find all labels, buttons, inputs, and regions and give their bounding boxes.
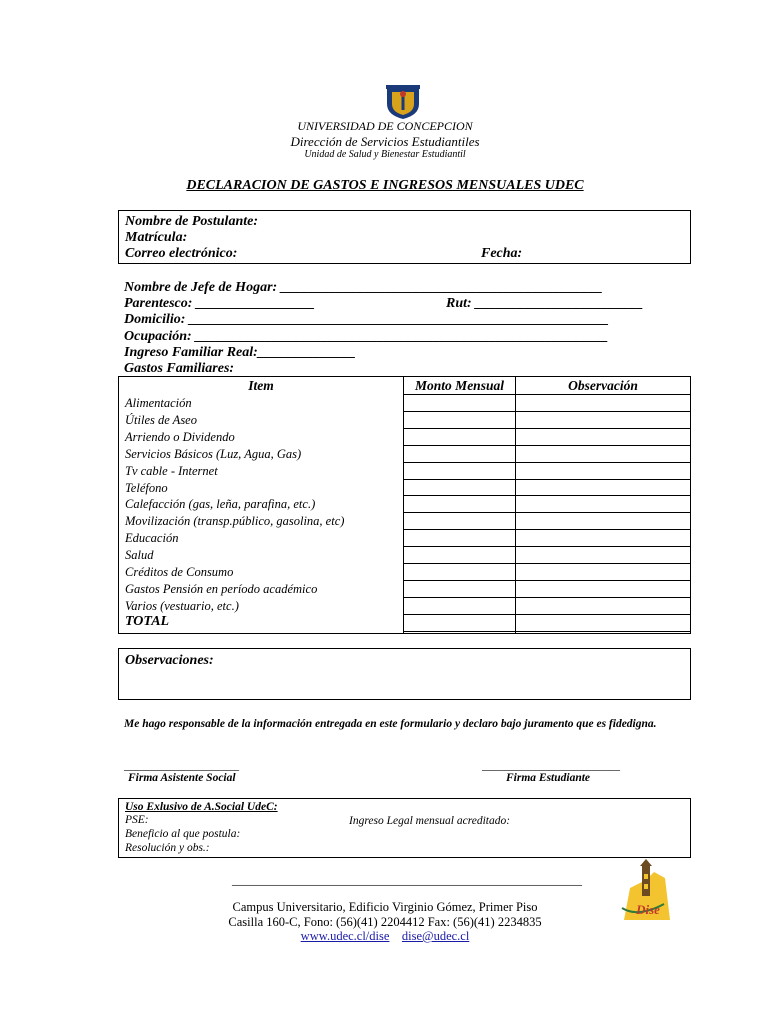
social-signature-line: ____________________ — [124, 760, 239, 772]
amount-header: Monto Mensual — [415, 378, 504, 393]
expense-item-label: Arriendo o Dividendo — [125, 429, 235, 444]
expense-item-label: Salud — [125, 548, 154, 563]
expense-item-label: Calefacción (gas, leña, parafina, etc.) — [125, 497, 316, 512]
observations-label: Observaciones: — [125, 653, 214, 668]
email-link[interactable]: dise@udec.cl — [401, 929, 470, 943]
footer-address: Campus Universitario, Edificio Virginio Gómez, Primer Piso — [232, 900, 538, 914]
student-signature-label: Firma Estudiante — [506, 772, 591, 784]
expense-item-label: Servicios Básicos (Luz, Agua, Gas) — [125, 446, 302, 461]
table-row-divider — [404, 614, 690, 615]
exclusive-use-box — [118, 798, 691, 858]
direction-name: Dirección de Servicios Estudiantiles — [290, 134, 480, 149]
footer-contact: Casilla 160-C, Fono: (56)(41) 2204412 Fax: (56)(41) 2234835 — [228, 915, 542, 929]
pse-label: PSE: — [125, 814, 149, 826]
total-label: TOTAL — [125, 614, 170, 629]
occupation-field: Ocupación: ___________________________________________________________ — [124, 329, 609, 344]
table-row-divider — [404, 462, 690, 463]
table-row-divider — [404, 479, 690, 480]
document-title: DECLARACION DE GASTOS E INGRESOS MENSUALES UDEC — [186, 178, 584, 193]
expense-item-label: Créditos de Consumo — [125, 565, 234, 579]
applicant-name-label: Nombre de Postulante: — [125, 214, 258, 229]
expense-item-label: Alimentación — [125, 396, 192, 410]
exclusive-use-title: Uso Exlusivo de A.Social UdeC: — [125, 801, 278, 813]
family-expenses-label: Gastos Familiares: — [124, 361, 235, 376]
observation-header: Observación — [568, 378, 638, 393]
resolution-label: Resolución y obs.: — [125, 842, 210, 854]
observations-box — [118, 648, 691, 700]
footer-rule: ________________________________________________________ — [232, 873, 582, 887]
family-income-field: Ingreso Familiar Real:______________ — [124, 345, 356, 360]
table-row-divider — [404, 546, 690, 547]
item-header: Item — [248, 378, 274, 393]
expenses-table — [118, 376, 691, 634]
table-row-divider — [404, 428, 690, 429]
table-row-divider — [404, 563, 690, 564]
legal-income-label: Ingreso Legal mensual acreditado: — [349, 815, 511, 827]
sworn-declaration: Me hago responsable de la información entregada en este formulario y declaro bajo juramento que es fidedigna. — [124, 718, 657, 730]
relationship-field: Parentesco: _________________ — [124, 296, 315, 311]
table-row-divider — [404, 529, 690, 530]
benefit-label: Beneficio al que postula: — [125, 828, 241, 840]
dise-logo-text: Dise — [636, 902, 660, 917]
website-link[interactable]: www.udec.cl/dise — [300, 929, 390, 943]
email-label: Correo electrónico: — [125, 246, 238, 261]
table-row-divider — [404, 631, 690, 632]
expense-item-label: Varios (vestuario, etc.) — [125, 598, 239, 613]
student-signature-line: ________________________ — [482, 760, 620, 772]
table-row-divider — [404, 597, 690, 598]
unit-name: Unidad de Salud y Bienestar Estudiantil — [304, 149, 466, 160]
applicant-box — [118, 210, 691, 264]
expense-item-label: Educación — [125, 531, 179, 546]
footer-links — [0, 929, 770, 944]
address-field: Domicilio: ____________________________________________________________ — [124, 312, 609, 327]
expense-item-label: Útiles de Aseo — [125, 412, 197, 427]
rut-field: Rut: ________________________ — [446, 296, 644, 311]
expense-item-label: Teléfono — [125, 480, 168, 495]
expense-item-label: Tv cable - Internet — [125, 463, 218, 478]
social-worker-signature-label: Firma Asistente Social — [128, 772, 236, 784]
dise-logo — [618, 858, 676, 924]
table-row-divider — [404, 580, 690, 581]
table-row-divider — [404, 512, 690, 513]
matricula-label: Matrícula: — [125, 230, 188, 245]
table-row-divider — [404, 411, 690, 412]
expense-item-label: Gastos Pensión en período académico — [125, 581, 318, 596]
expense-item-label: Movilización (transp.público, gasolina, etc) — [125, 514, 345, 529]
head-of-household-field: Nombre de Jefe de Hogar: ______________________________________________ — [124, 280, 603, 295]
university-name: UNIVERSIDAD DE CONCEPCION — [297, 119, 473, 133]
table-row-divider — [404, 445, 690, 446]
date-label: Fecha: — [481, 246, 523, 261]
university-crest-logo — [383, 84, 423, 120]
table-row-divider — [404, 495, 690, 496]
